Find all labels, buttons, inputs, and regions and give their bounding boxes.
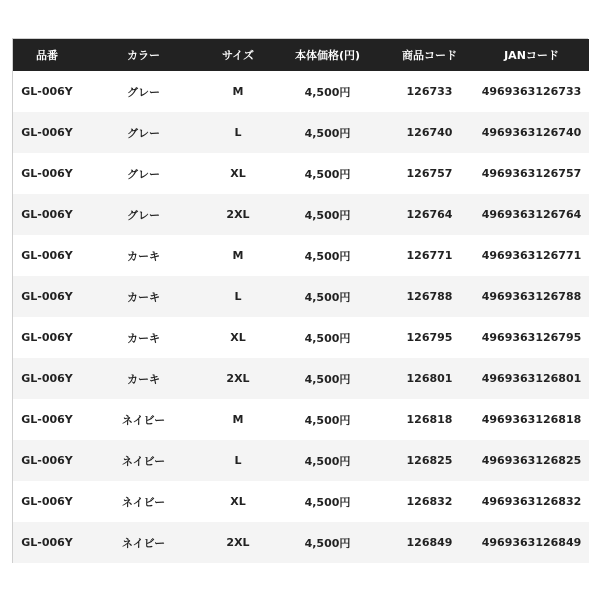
cell-jan-code: 4969363126740	[481, 126, 582, 139]
product-spec-table	[13, 39, 589, 563]
cell-product-number: GL-006Y	[21, 290, 73, 303]
cell-jan-code: 4969363126771	[481, 249, 582, 262]
cell-price: 4,500円	[304, 454, 351, 468]
table-row	[13, 71, 589, 112]
header-product-code: 商品コード	[402, 49, 457, 62]
cell-size: M	[232, 249, 244, 262]
header-size: サイズ	[221, 49, 255, 62]
cell-jan-code: 4969363126757	[481, 167, 582, 180]
table-row	[13, 235, 589, 276]
cell-price: 4,500円	[304, 413, 351, 427]
cell-jan-code: 4969363126832	[481, 495, 582, 508]
cell-color: カーキ	[127, 290, 160, 304]
table-body	[13, 71, 589, 563]
cell-product-number: GL-006Y	[21, 331, 73, 344]
cell-color: グレー	[127, 126, 160, 140]
cell-product-code: 126801	[406, 372, 453, 385]
table-row	[13, 399, 589, 440]
header-row	[13, 39, 589, 71]
cell-jan-code: 4969363126818	[481, 413, 582, 426]
cell-price: 4,500円	[304, 249, 351, 263]
table-row	[13, 440, 589, 481]
cell-product-number: GL-006Y	[21, 495, 73, 508]
cell-jan-code: 4969363126801	[481, 372, 582, 385]
cell-price: 4,500円	[304, 536, 351, 550]
header-color: カラー	[127, 49, 160, 62]
cell-product-code: 126849	[406, 536, 453, 549]
cell-size: M	[232, 85, 244, 98]
cell-product-code: 126764	[406, 208, 453, 221]
cell-size: 2XL	[226, 372, 250, 385]
cell-product-number: GL-006Y	[21, 413, 73, 426]
cell-product-code: 126740	[406, 126, 453, 139]
table-row	[13, 194, 589, 235]
cell-price: 4,500円	[304, 495, 351, 509]
cell-price: 4,500円	[304, 85, 351, 99]
cell-product-code: 126771	[406, 249, 453, 262]
cell-size: L	[234, 290, 242, 303]
cell-color: ネイビー	[121, 536, 166, 550]
cell-price: 4,500円	[304, 372, 351, 386]
cell-jan-code: 4969363126733	[481, 85, 582, 98]
cell-product-code: 126795	[406, 331, 453, 344]
cell-product-number: GL-006Y	[21, 536, 73, 549]
cell-size: 2XL	[226, 536, 250, 549]
cell-size: 2XL	[226, 208, 250, 221]
table-row	[13, 317, 589, 358]
cell-size: M	[232, 413, 244, 426]
product-spec-table-container	[12, 38, 588, 563]
cell-color: グレー	[127, 85, 160, 99]
cell-price: 4,500円	[304, 290, 351, 304]
cell-product-number: GL-006Y	[21, 208, 73, 221]
cell-jan-code: 4969363126795	[481, 331, 582, 344]
cell-product-number: GL-006Y	[21, 454, 73, 467]
cell-color: ネイビー	[121, 413, 166, 427]
cell-size: XL	[230, 495, 246, 508]
cell-product-number: GL-006Y	[21, 372, 73, 385]
table-header	[13, 39, 589, 71]
cell-color: ネイビー	[121, 495, 166, 509]
cell-product-number: GL-006Y	[21, 126, 73, 139]
cell-color: グレー	[127, 208, 160, 222]
cell-jan-code: 4969363126788	[481, 290, 582, 303]
cell-color: カーキ	[127, 331, 160, 345]
cell-price: 4,500円	[304, 208, 351, 222]
cell-product-code: 126832	[406, 495, 453, 508]
cell-price: 4,500円	[304, 331, 351, 345]
cell-size: L	[234, 126, 242, 139]
cell-jan-code: 4969363126825	[481, 454, 582, 467]
header-product-number: 品番	[36, 49, 58, 62]
table-row	[13, 153, 589, 194]
table-row	[13, 276, 589, 317]
cell-product-number: GL-006Y	[21, 249, 73, 262]
cell-size: XL	[230, 167, 246, 180]
cell-price: 4,500円	[304, 167, 351, 181]
table-row	[13, 358, 589, 399]
cell-size: XL	[230, 331, 246, 344]
cell-color: カーキ	[127, 249, 160, 263]
cell-size: L	[234, 454, 242, 467]
cell-price: 4,500円	[304, 126, 351, 140]
cell-product-code: 126788	[406, 290, 453, 303]
table-row	[13, 112, 589, 153]
header-price: 本体価格(円)	[294, 49, 361, 62]
cell-product-code: 126733	[406, 85, 453, 98]
cell-color: カーキ	[127, 372, 160, 386]
cell-jan-code: 4969363126849	[481, 536, 582, 549]
cell-color: グレー	[127, 167, 160, 181]
table-row	[13, 522, 589, 563]
cell-product-code: 126825	[406, 454, 453, 467]
cell-product-number: GL-006Y	[21, 85, 73, 98]
cell-product-code: 126818	[406, 413, 453, 426]
header-jan-code: JANコード	[504, 49, 559, 62]
table-row	[13, 481, 589, 522]
cell-jan-code: 4969363126764	[481, 208, 582, 221]
cell-product-code: 126757	[406, 167, 453, 180]
cell-color: ネイビー	[121, 454, 166, 468]
cell-product-number: GL-006Y	[21, 167, 73, 180]
